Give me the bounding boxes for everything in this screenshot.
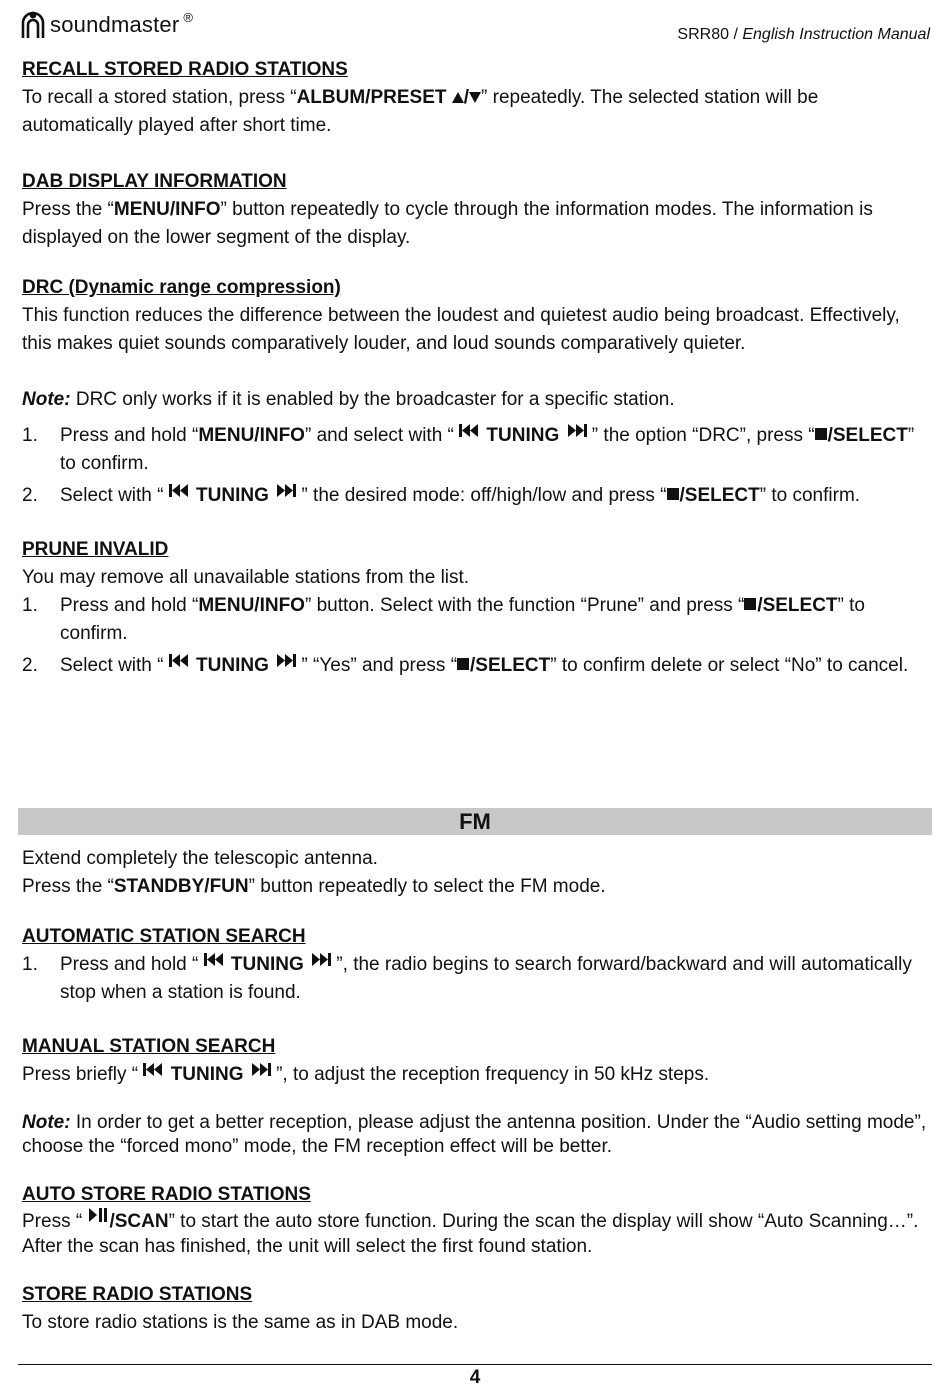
- skip-back-icon: [459, 424, 481, 437]
- prune-steps: [22, 592, 932, 680]
- drc-note: Note: DRC only works if it is enabled by the broadcaster for a specific station.: [22, 389, 675, 410]
- manual-search-text: Press briefly “ TUNING ”, to adjust the reception frequency in 50 kHz steps.: [22, 1064, 710, 1085]
- dab-display-text: Press the “MENU/INFO” button repeatedly to cycle through the information modes. The information is displayed on the lower segment of the display.: [22, 199, 873, 248]
- stop-square-icon: [815, 428, 827, 440]
- auto-store-text: Press “ /SCAN” to start the auto store function. During the scan the display will show “Auto Scanning…”. After the scan has finished, the unit will select the first found station.: [22, 1209, 932, 1259]
- skip-forward-icon: [274, 654, 296, 667]
- skip-back-icon: [169, 654, 191, 667]
- store-heading: STORE RADIO STATIONS: [22, 1284, 253, 1305]
- list-item: 2. Select with “ TUNING ” “Yes” and press “ /SELECT” to confirm delete or select “No” to cancel.: [22, 655, 909, 676]
- list-item: 1. Press and hold “MENU/INFO” and select with “ TUNING ” the option “DRC”, press “ /SELECT” to confirm.: [22, 425, 915, 474]
- dab-section: [22, 56, 932, 684]
- manual-search-heading: MANUAL STATION SEARCH: [22, 1036, 276, 1057]
- manual-title: SRR80 / English Instruction Manual: [677, 26, 930, 43]
- fm-line2: Press the “STANDBY/FUN” button repeatedly to select the FM mode.: [22, 876, 606, 897]
- prune-text: You may remove all unavailable stations from the list.: [22, 567, 470, 588]
- list-item: 1. Press and hold “MENU/INFO” button. Select with the function “Prune” and press “ /SELECT” to confirm.: [22, 595, 865, 644]
- fm-section-bar: FM: [18, 808, 932, 835]
- footer-divider: [18, 1364, 932, 1365]
- fm-line1: Extend completely the telescopic antenna.: [22, 848, 378, 869]
- skip-forward-icon: [274, 484, 296, 497]
- drc-steps: [22, 422, 932, 510]
- drc-text: This function reduces the difference between the loudest and quietest audio being broadcast. Effectively, this makes quiet sounds comparatively louder, and loud sounds comparatively quieter.: [22, 305, 900, 354]
- soundmaster-logo-icon: [20, 10, 46, 40]
- stop-square-icon: [744, 598, 756, 610]
- prune-heading: PRUNE INVALID: [22, 539, 169, 560]
- skip-back-icon: [143, 1063, 165, 1076]
- auto-search-steps: [22, 951, 932, 1007]
- skip-forward-icon: [565, 424, 587, 437]
- list-item: 1. Press and hold “ TUNING ”, the radio begins to search forward/backward and will automatically stop when a station is found.: [22, 954, 912, 1003]
- skip-back-icon: [169, 484, 191, 497]
- play-pause-icon: [87, 1208, 109, 1222]
- list-item: 2. Select with “ TUNING ” the desired mode: off/high/low and press “ /SELECT” to confirm.: [22, 485, 861, 506]
- drc-heading: DRC (Dynamic range compression): [22, 277, 341, 298]
- stop-square-icon: [457, 658, 469, 670]
- page-header: [20, 8, 930, 48]
- stop-square-icon: [667, 488, 679, 500]
- triangle-down-icon: [469, 92, 481, 103]
- page-number: 4: [469, 1367, 481, 1388]
- skip-forward-icon: [309, 953, 331, 966]
- recall-heading: RECALL STORED RADIO STATIONS: [22, 59, 348, 80]
- registered-mark: ®: [183, 9, 193, 25]
- auto-store-heading: AUTO STORE RADIO STATIONS: [22, 1184, 311, 1205]
- fm-section: [22, 845, 932, 1337]
- triangle-up-icon: [452, 92, 464, 103]
- dab-display-heading: DAB DISPLAY INFORMATION: [22, 171, 287, 192]
- recall-text: To recall a stored station, press “ALBUM/PRESET / ” repeatedly. The selected station will be automatically played after short time.: [22, 87, 819, 136]
- manual-search-note: Note: In order to get a better reception, please adjust the antenna position. Under the “Audio setting mode”, choose the “forced mono” mode, the FM reception effect will be better.: [22, 1112, 927, 1157]
- model-name: SRR80: [677, 26, 729, 43]
- skip-forward-icon: [249, 1063, 271, 1076]
- skip-back-icon: [204, 953, 226, 966]
- brand-logo: [20, 10, 193, 40]
- manual-name: English Instruction Manual: [742, 26, 930, 43]
- brand-name: soundmaster: [50, 12, 180, 37]
- store-text: To store radio stations is the same as in DAB mode.: [22, 1312, 459, 1333]
- auto-search-heading: AUTOMATIC STATION SEARCH: [22, 926, 306, 947]
